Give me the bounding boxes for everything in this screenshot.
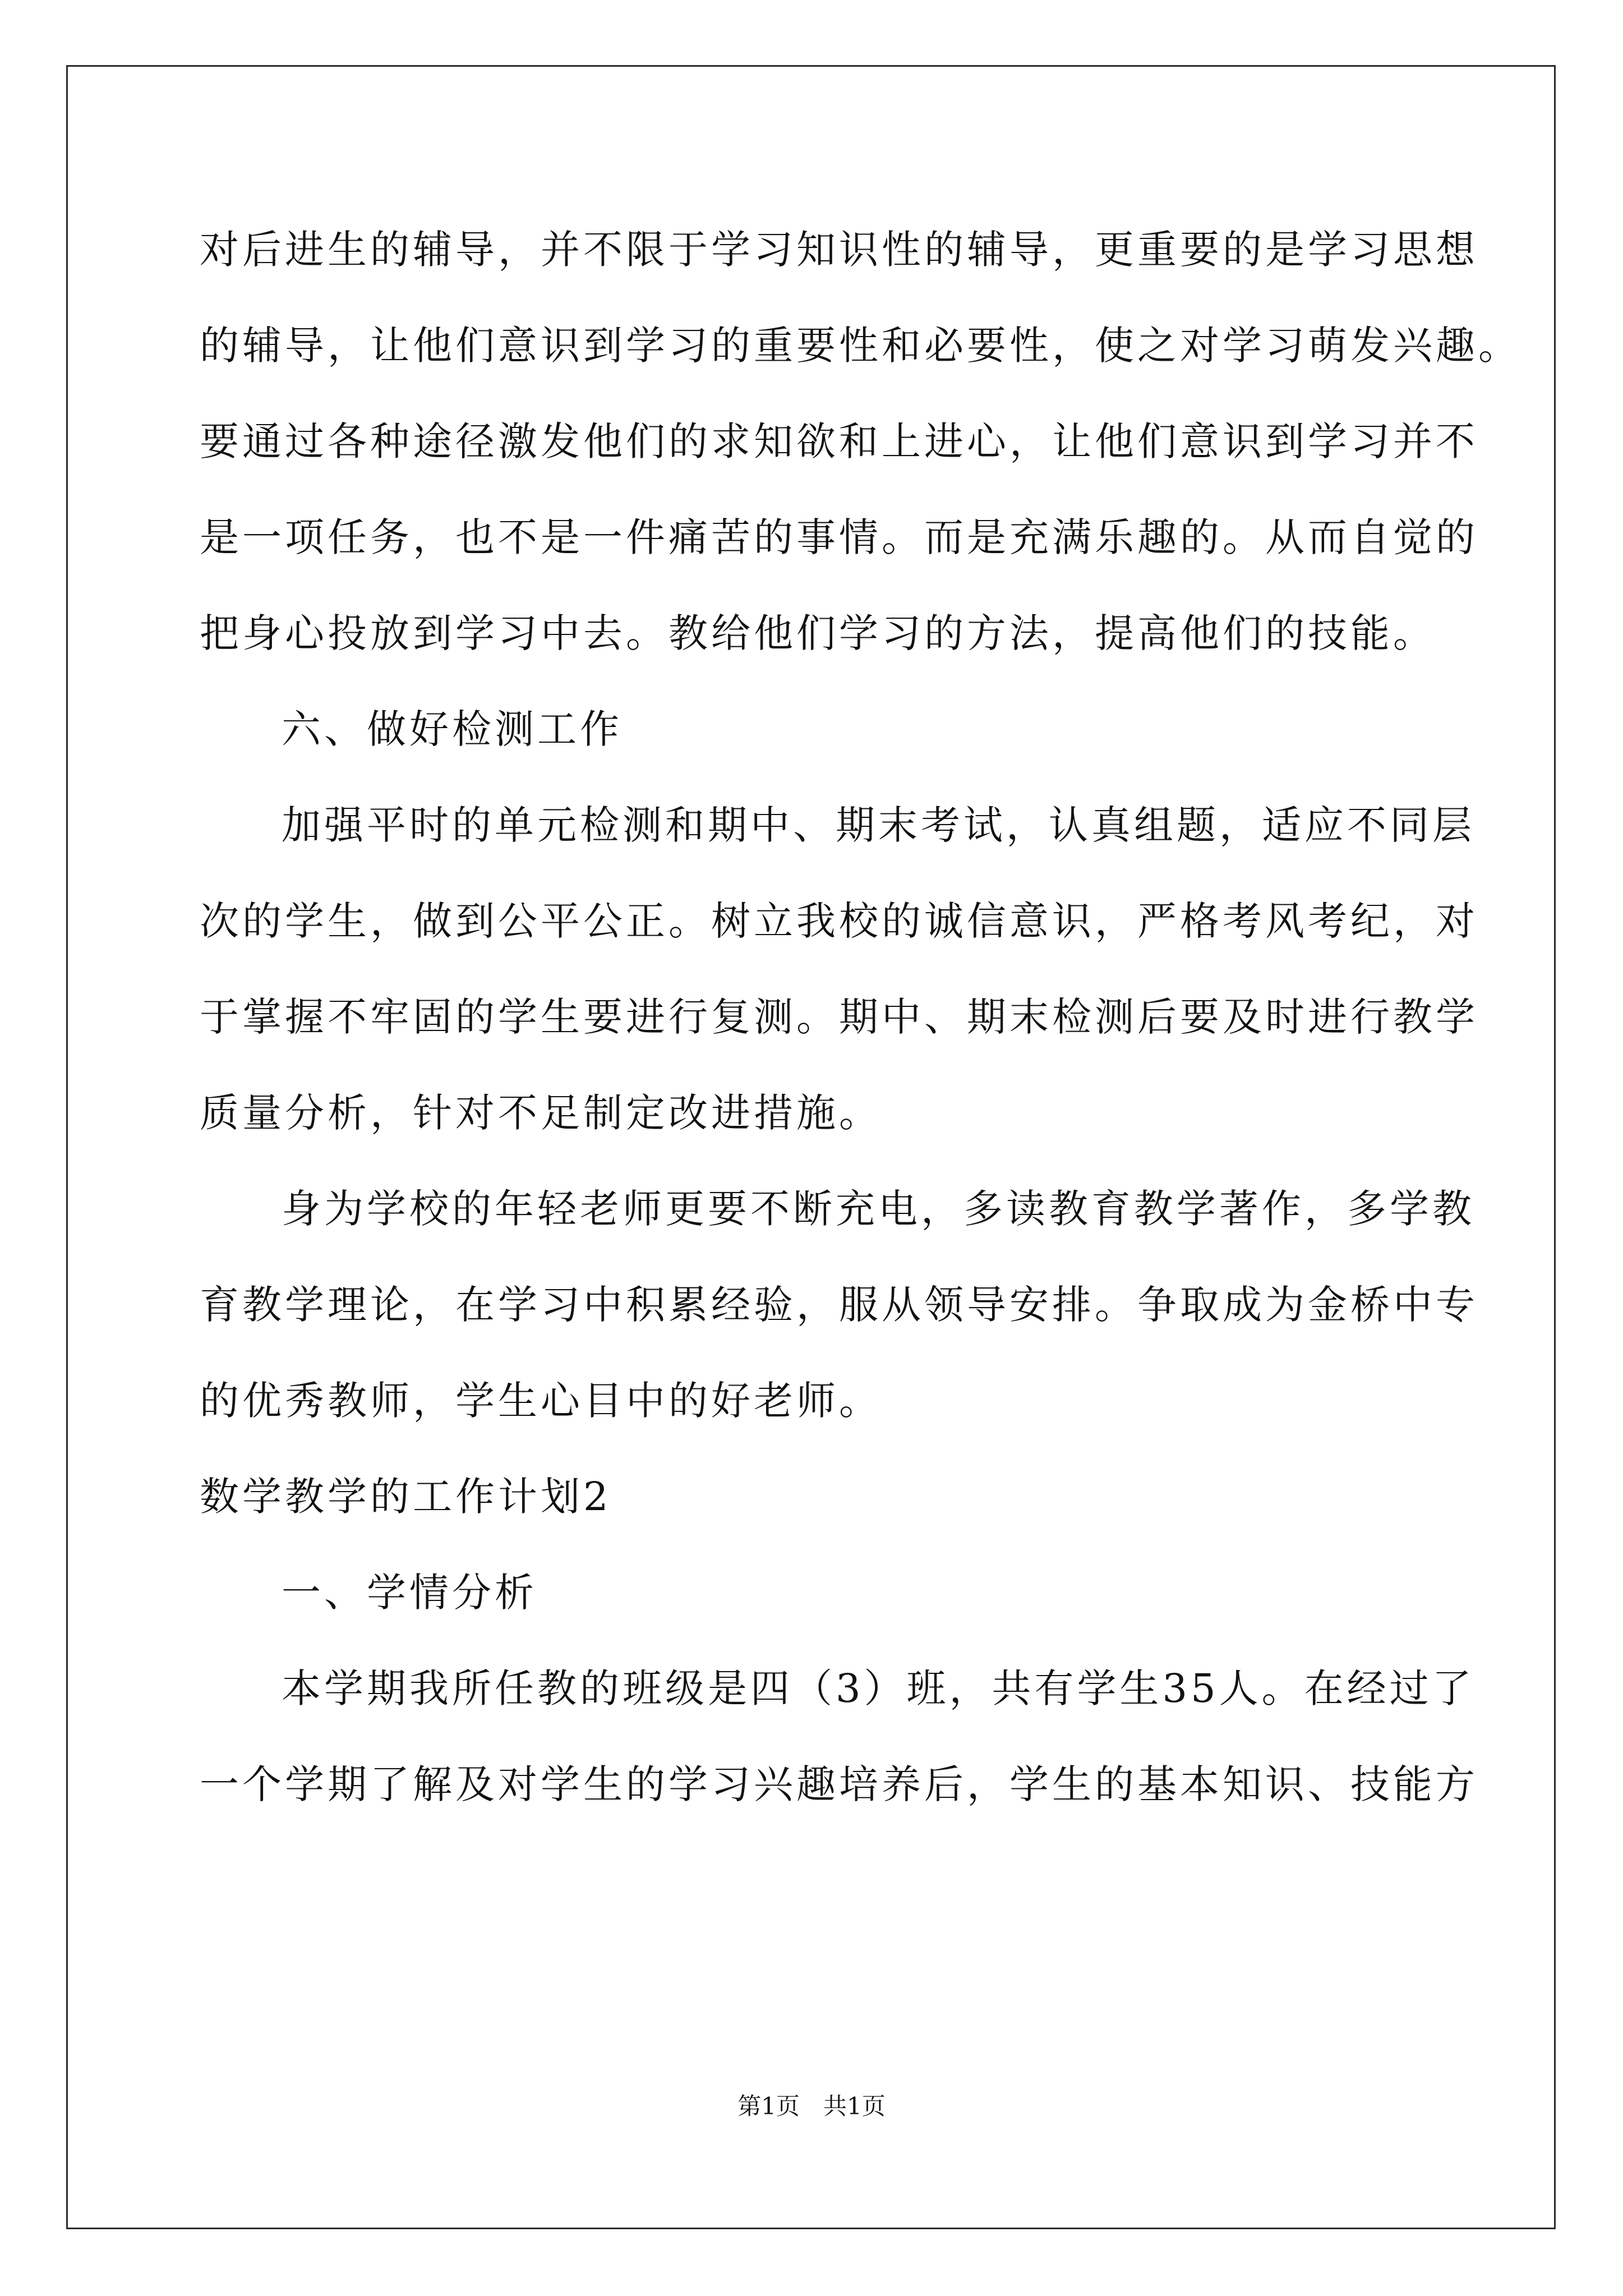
document-title: 数学教学的工作计划2 [200,1474,612,1520]
paragraph-line: 对后进生的辅导，并不限于学习知识性的辅导，更重要的是学习思想 [200,227,1478,273]
section-heading: 一、学情分析 [282,1570,537,1616]
paragraph-line: 于掌握不牢固的学生要进行复测。期中、期末检测后要及时进行教学 [200,994,1478,1040]
paragraph-line: 的辅导，让他们意识到学习的重要性和必要性，使之对学习萌发兴趣。 [200,323,1521,369]
section-heading: 六、做好检测工作 [282,706,623,752]
paragraph-line: 把身心投放到学习中去。教给他们学习的方法，提高他们的技能。 [200,610,1436,656]
paragraph-line: 的优秀教师，学生心目中的好老师。 [200,1378,882,1424]
paragraph-line: 是一项任务，也不是一件痛苦的事情。而是充满乐趣的。从而自觉的 [200,514,1478,560]
paragraph-line: 要通过各种途径激发他们的求知欲和上进心，让他们意识到学习并不 [200,418,1478,464]
page-footer: 第1页 共1页 [737,2092,886,2120]
paragraph-line: 次的学生，做到公平公正。树立我校的诚信意识，严格考风考纪，对 [200,898,1478,944]
page-border [66,65,1556,2229]
paragraph-line: 育教学理论，在学习中积累经验，服从领导安排。争取成为金桥中专 [200,1282,1478,1328]
paragraph-line: 质量分析，针对不足制定改进措施。 [200,1090,882,1136]
paragraph-line: 一个学期了解及对学生的学习兴趣培养后，学生的基本知识、技能方 [200,1761,1478,1807]
paragraph-line: 身为学校的年轻老师更要不断充电，多读教育教学著作，多学教 [282,1186,1475,1232]
paragraph-line: 本学期我所任教的班级是四（3）班，共有学生35人。在经过了 [282,1665,1475,1711]
paragraph-line: 加强平时的单元检测和期中、期末考试，认真组题，适应不同层 [282,802,1475,848]
